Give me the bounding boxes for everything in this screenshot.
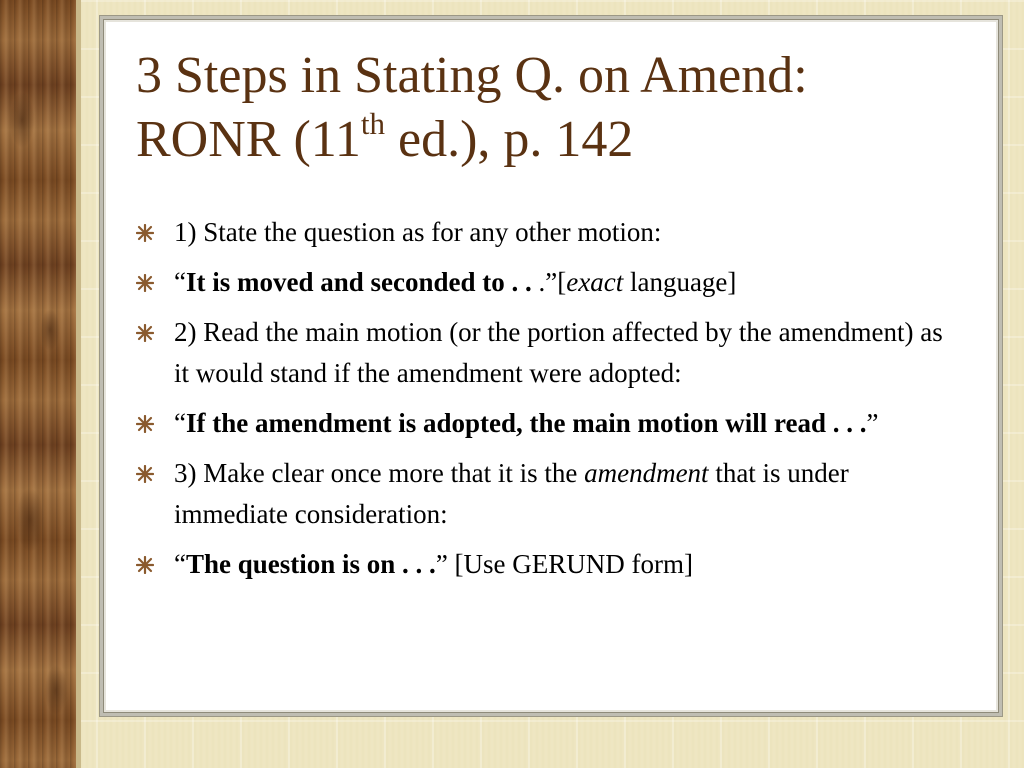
slide-frame (99, 15, 1003, 717)
text-segment: 2) Read the main motion (or the portion affected by the amendment) as it would stand if the amendment were adopted: (174, 317, 943, 388)
text-segment: language] (623, 267, 737, 297)
bullet-text (174, 408, 878, 438)
slide-content-area (104, 20, 998, 712)
star-bullet-icon (136, 556, 154, 574)
title-superscript: th (360, 105, 385, 141)
star-bullet-icon (136, 465, 154, 483)
italic-text: exact (566, 267, 624, 297)
bullet-item (136, 453, 956, 535)
text-segment: 3) Make clear once more that it is the (174, 458, 585, 488)
text-segment: “ (174, 549, 186, 579)
slide-title (136, 44, 976, 172)
star-bullet-icon (136, 324, 154, 342)
bold-text: The question is on . . . (185, 549, 436, 579)
text-segment: “ (174, 267, 186, 297)
text-segment: ” (866, 408, 879, 438)
text-segment: “ (174, 408, 186, 438)
bold-text: If the amendment is adopted, the main motion will read . . . (185, 408, 867, 438)
wood-grain-border (0, 0, 77, 768)
bullet-text (174, 317, 943, 388)
bullet-item (136, 312, 956, 394)
bullet-item (136, 544, 956, 585)
title-line-2-prefix: RONR (11 (136, 111, 361, 168)
bullet-item (136, 403, 956, 444)
bullet-text (174, 267, 736, 297)
text-segment: ” [Use GERUND form] (435, 549, 693, 579)
bullet-text (174, 549, 693, 579)
bullet-item (136, 212, 956, 253)
border-divider (76, 0, 81, 768)
star-bullet-icon (136, 224, 154, 242)
bullet-list (136, 212, 956, 594)
text-segment: that is under immediate consideration: (174, 458, 849, 529)
bold-text: It is moved and seconded to . . (185, 267, 539, 297)
star-bullet-icon (136, 415, 154, 433)
title-line-1: 3 Steps in Stating Q. on Amend: (136, 47, 808, 104)
text-segment: .”[ (538, 267, 567, 297)
italic-text: amendment (584, 458, 709, 488)
star-bullet-icon (136, 274, 154, 292)
title-line-2-suffix: ed.), p. 142 (384, 111, 634, 168)
bullet-item (136, 262, 956, 303)
text-segment: 1) State the question as for any other motion: (174, 217, 662, 247)
bullet-text (174, 217, 661, 247)
bullet-text (174, 458, 849, 529)
